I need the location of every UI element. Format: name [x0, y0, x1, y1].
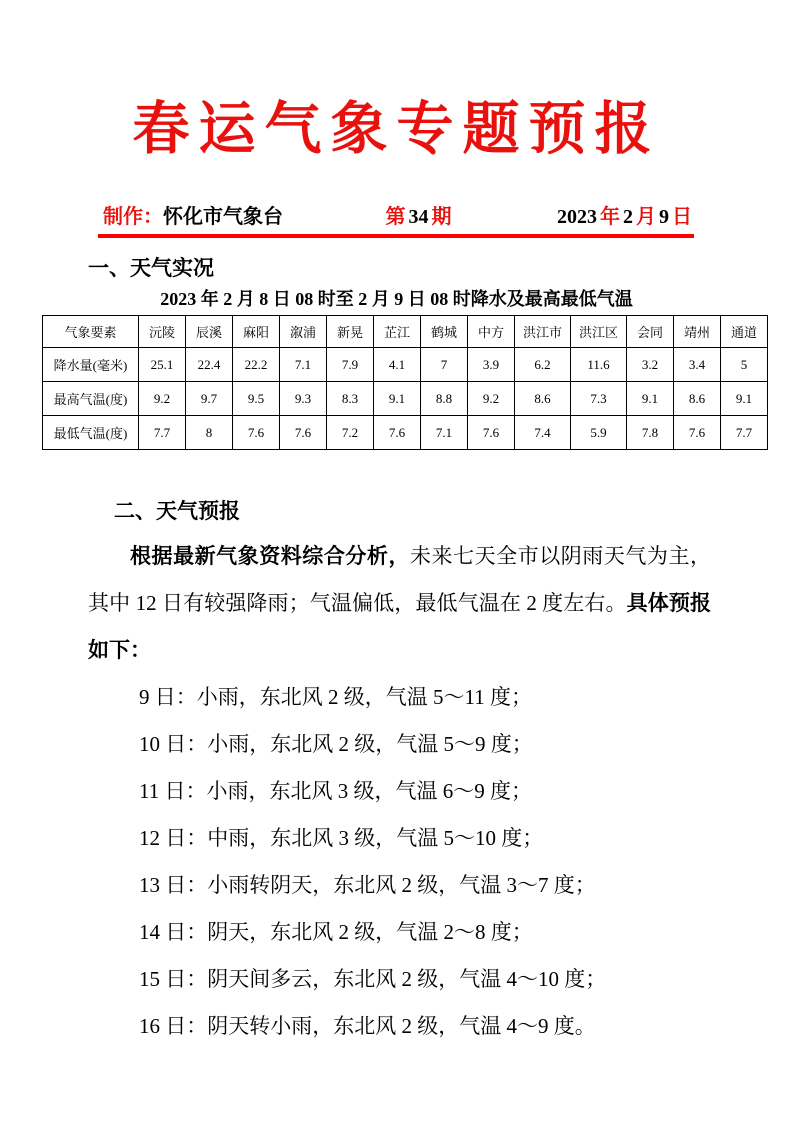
table-cell: 8.6 — [515, 382, 571, 416]
issue-number-block — [386, 200, 452, 229]
table-cell: 3.2 — [627, 348, 674, 382]
issue-date-block — [554, 200, 692, 229]
table-row-label: 最低气温(度) — [43, 416, 139, 450]
table-cell: 8.3 — [327, 382, 374, 416]
table-cell: 7.9 — [327, 348, 374, 382]
table-cell: 6.2 — [515, 348, 571, 382]
table-header-station: 溆浦 — [280, 316, 327, 348]
table-cell: 9.3 — [280, 382, 327, 416]
table-cell: 22.4 — [186, 348, 233, 382]
table-cell: 5.9 — [571, 416, 627, 450]
date-month-unit: 月 — [636, 206, 656, 228]
section-heading-weather-actual: 一、天气实况 — [88, 256, 214, 280]
table-cell: 3.9 — [468, 348, 515, 382]
table-header-station: 麻阳 — [233, 316, 280, 348]
table-cell: 11.6 — [571, 348, 627, 382]
date-day-unit: 日 — [672, 206, 692, 228]
date-day: 9 — [659, 206, 669, 228]
forecast-line: 12 日：中雨，东北风 3 级，气温 5～10 度； — [139, 826, 544, 850]
forecast-intro-paragraph — [88, 533, 711, 674]
table-cell: 7.2 — [327, 416, 374, 450]
forecast-line: 16 日：阴天转小雨，东北风 2 级，气温 4～9 度。 — [139, 1014, 596, 1038]
table-cell: 7.6 — [233, 416, 280, 450]
date-year-unit: 年 — [600, 206, 620, 228]
document-title: 春运气象专题预报 — [132, 98, 661, 161]
divider-rule — [98, 234, 694, 238]
table-header-station: 靖州 — [674, 316, 721, 348]
table-cell: 9.1 — [627, 382, 674, 416]
issue-prefix: 第 — [385, 206, 406, 228]
table-cell: 5 — [721, 348, 768, 382]
table-row-label: 降水量(毫米) — [43, 348, 139, 382]
table-row — [43, 416, 768, 450]
forecast-line: 14 日：阴天，东北风 2 级，气温 2～8 度； — [139, 920, 533, 944]
table-header-station: 新晃 — [327, 316, 374, 348]
table-cell: 9.2 — [468, 382, 515, 416]
table-cell: 7.4 — [515, 416, 571, 450]
table-header-station: 通道 — [721, 316, 768, 348]
table-cell: 8 — [186, 416, 233, 450]
table-cell: 9.5 — [233, 382, 280, 416]
table-cell: 7.1 — [280, 348, 327, 382]
table-cell: 9.1 — [721, 382, 768, 416]
table-cell: 7 — [421, 348, 468, 382]
table-row — [43, 348, 768, 382]
table-caption: 2023 年 2 月 8 日 08 时至 2 月 9 日 08 时降水及最高最低气温 — [160, 289, 633, 309]
masthead-line — [103, 200, 692, 229]
table-header-element: 气象要素 — [43, 316, 139, 348]
date-year: 2023 — [557, 206, 597, 228]
table-cell: 22.2 — [233, 348, 280, 382]
table-header-station: 会同 — [627, 316, 674, 348]
table-cell: 25.1 — [139, 348, 186, 382]
producer-label: 制作： — [103, 206, 163, 228]
intro-bold-lead: 根据最新气象资料综合分析， — [130, 544, 410, 568]
table-cell: 7.6 — [674, 416, 721, 450]
issue-suffix: 期 — [431, 206, 452, 228]
forecast-line: 10 日：小雨，东北风 2 级，气温 5～9 度； — [139, 732, 533, 756]
weather-observation-table — [42, 315, 768, 450]
forecast-line: 9 日：小雨，东北风 2 级，气温 5～11 度； — [139, 685, 532, 709]
table-header-station: 中方 — [468, 316, 515, 348]
table-row — [43, 382, 768, 416]
table-cell: 8.8 — [421, 382, 468, 416]
date-month: 2 — [623, 206, 633, 228]
intro-bold-tail: 具体预报如下： — [88, 591, 712, 662]
table-header-station: 辰溪 — [186, 316, 233, 348]
table-cell: 7.7 — [721, 416, 768, 450]
table-header-row — [43, 316, 768, 348]
table-cell: 9.7 — [186, 382, 233, 416]
forecast-list — [139, 674, 793, 1050]
table-cell: 8.6 — [674, 382, 721, 416]
table-cell: 7.3 — [571, 382, 627, 416]
table-header-station: 洪江区 — [571, 316, 627, 348]
producer-name: 怀化市气象台 — [163, 206, 283, 228]
table-cell: 7.1 — [421, 416, 468, 450]
table-cell: 7.8 — [627, 416, 674, 450]
forecast-line: 13 日：小雨转阴天，东北风 2 级，气温 3～7 度； — [139, 873, 596, 897]
table-cell: 9.1 — [374, 382, 421, 416]
table-cell: 7.6 — [374, 416, 421, 450]
table-header-station: 沅陵 — [139, 316, 186, 348]
table-cell: 3.4 — [674, 348, 721, 382]
table-cell: 4.1 — [374, 348, 421, 382]
table-cell: 7.6 — [280, 416, 327, 450]
table-header-station: 洪江市 — [515, 316, 571, 348]
table-cell: 7.7 — [139, 416, 186, 450]
table-cell: 9.2 — [139, 382, 186, 416]
table-row-label: 最高气温(度) — [43, 382, 139, 416]
producer-block — [103, 200, 283, 229]
table-cell: 7.6 — [468, 416, 515, 450]
forecast-line: 11 日：小雨，东北风 3 级，气温 6～9 度； — [139, 779, 532, 803]
section-heading-weather-forecast: 二、天气预报 — [114, 499, 240, 523]
table-header-station: 芷江 — [374, 316, 421, 348]
forecast-line: 15 日：阴天间多云，东北风 2 级，气温 4～10 度； — [139, 967, 607, 991]
issue-number: 34 — [408, 206, 429, 228]
intro-body: 未来七天全市以阴雨天气为主，其中 12 日有较强降雨；气温偏低，最低气温在 2 度左右。 — [88, 544, 711, 615]
table-header-station: 鹤城 — [421, 316, 468, 348]
